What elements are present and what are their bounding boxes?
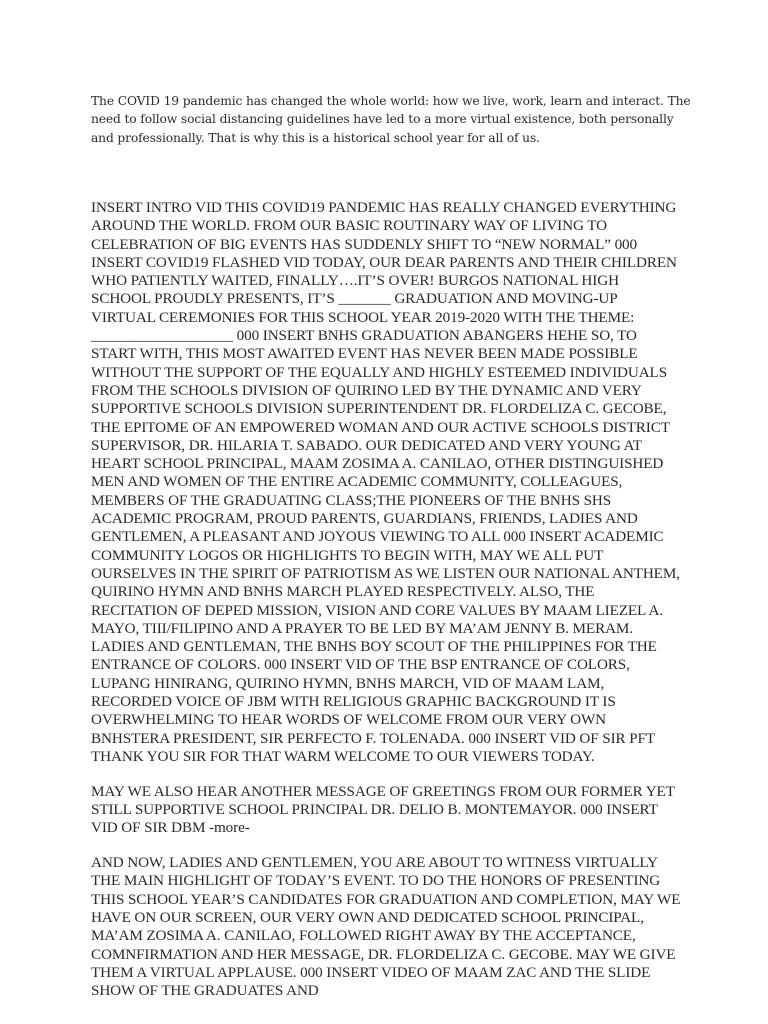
script-paragraph-2: MAY WE ALSO HEAR ANOTHER MESSAGE OF GREETINGS FROM OUR FORMER YET STILL SUPPORTIVE SCHOOL PRINCIPAL DR. DELIO B. MONTEMAYOR. 000 INSERT VID OF SIR DBM -more- — [91, 782, 675, 837]
intro-paragraph: The COVID 19 pandemic has changed the whole world: how we live, work, learn and interact. The need to follow social distancing guidelines have led to a more virtual existence, both personally and professionally. That is why this is a historical school year for all of us. — [91, 94, 691, 145]
script-paragraph-1: INSERT INTRO VID THIS COVID19 PANDEMIC HAS REALLY CHANGED EVERYTHING AROUND THE WORLD. FROM OUR BASIC ROUTINARY WAY OF LIVING TO CELEBRATION OF BIG EVENTS HAS SUDDENLY SHIFT TO “NEW NORMAL” 000 INSERT COVID19 FLASHED VID TODAY, OUR DEAR PARENTS AND THEIR CHILDREN WHO PATIENTLY WAITED, FINALLY….IT’S OVER! BURGOS NATIONAL HIGH SCHOOL PROUDLY PRESENTS, IT’S _______ GRADUATION AND MOVING-UP VIRTUAL CEREMONIES FOR THIS SCHOOL YEAR 2019-2020 WITH THE THEME: ___________________ 000 INSERT BNHS GRADUATION ABANGERS HEHE SO, TO START WITH, THIS MOST AWAITED EVENT HAS NEVER BEEN MADE POSSIBLE WITHOUT THE SUPPORT OF THE EQUALLY AND HIGHLY ESTEEMED INDIVIDUALS FROM THE SCHOOLS DIVISION OF QUIRINO LED BY THE DYNAMIC AND VERY SUPPORTIVE SCHOOLS DIVISION SUPERINTENDENT DR. FLORDELIZA C. GECOBE, THE EPITOME OF AN EMPOWERED WOMAN AND OUR ACTIVE SCHOOLS DISTRICT SUPERVISOR, DR. HILARIA T. SABADO. OUR DEDICATED AND VERY YOUNG AT HEART SCHOOL PRINCIPAL, MAAM ZOSIMA A. CANILAO, OTHER DISTINGUISHED MEN AND WOMEN OF THE ENTIRE ACADEMIC COMMUNITY, COLLEAGUES, MEMBERS OF THE GRADUATING CLASS;THE PIONEERS OF THE BNHS SHS ACADEMIC PROGRAM, PROUD PARENTS, GUARDIANS, FRIENDS, LADIES AND GENTLEMEN, A PLEASANT AND JOYOUS VIEWING TO ALL 000 INSERT ACADEMIC COMMUNITY LOGOS OR HIGHLIGHTS TO BEGIN WITH, MAY WE ALL PUT OURSELVES IN THE SPIRIT OF PATRIOTISM AS WE LISTEN OUR NATIONAL ANTHEM, QUIRINO HYMN AND BNHS MARCH PLAYED RESPECTIVELY. ALSO, THE RECITATION OF DEPED MISSION, VISION AND CORE VALUES BY MAAM LIEZEL A. MAYO, TIII/FILIPINO AND A PRAYER TO BE LED BY MA’AM JENNY B. MERAM. LADIES AND GENTLEMAN, THE BNHS BOY SCOUT OF THE PHILIPPINES FOR THE ENTRANCE OF COLORS. 000 INSERT VID OF THE BSP ENTRANCE OF COLORS, LUPANG HINIRANG, QUIRINO HYMN, BNHS MARCH, VID OF MAAM LAM, RECORDED VOICE OF JBM WITH RELIGIOUS GRAPHIC BACKGROUND IT IS OVERWHELMING TO HEAR WORDS OF WELCOME FROM OUR VERY OWN BNHSTERA PRESIDENT, SIR PERFECTO F. TOLENADA. 000 INSERT VID OF SIR PFT THANK YOU SIR FOR THAT WARM WELCOME TO OUR VIEWERS TODAY. — [91, 199, 680, 765]
script-body — [91, 199, 681, 1017]
script-paragraph-3: AND NOW, LADIES AND GENTLEMEN, YOU ARE ABOUT TO WITNESS VIRTUALLY THE MAIN HIGHLIGHT OF TODAY’S EVENT. TO DO THE HONORS OF PRESENTING THIS SCHOOL YEAR’S CANDIDATES FOR GRADUATION AND COMPLETION, MAY WE HAVE ON OUR SCREEN, OUR VERY OWN AND DEDICATED SCHOOL PRINCIPAL, MA’AM ZOSIMA A. CANILAO, FOLLOWED RIGHT AWAY BY THE ACCEPTANCE, COMNFIRMATION AND HER MESSAGE, DR. FLORDELIZA C. GECOBE. MAY WE GIVE THEM A VIRTUAL APPLAUSE. 000 INSERT VIDEO OF MAAM ZAC AND THE SLIDE SHOW OF THE GRADUATES AND — [91, 854, 681, 1000]
